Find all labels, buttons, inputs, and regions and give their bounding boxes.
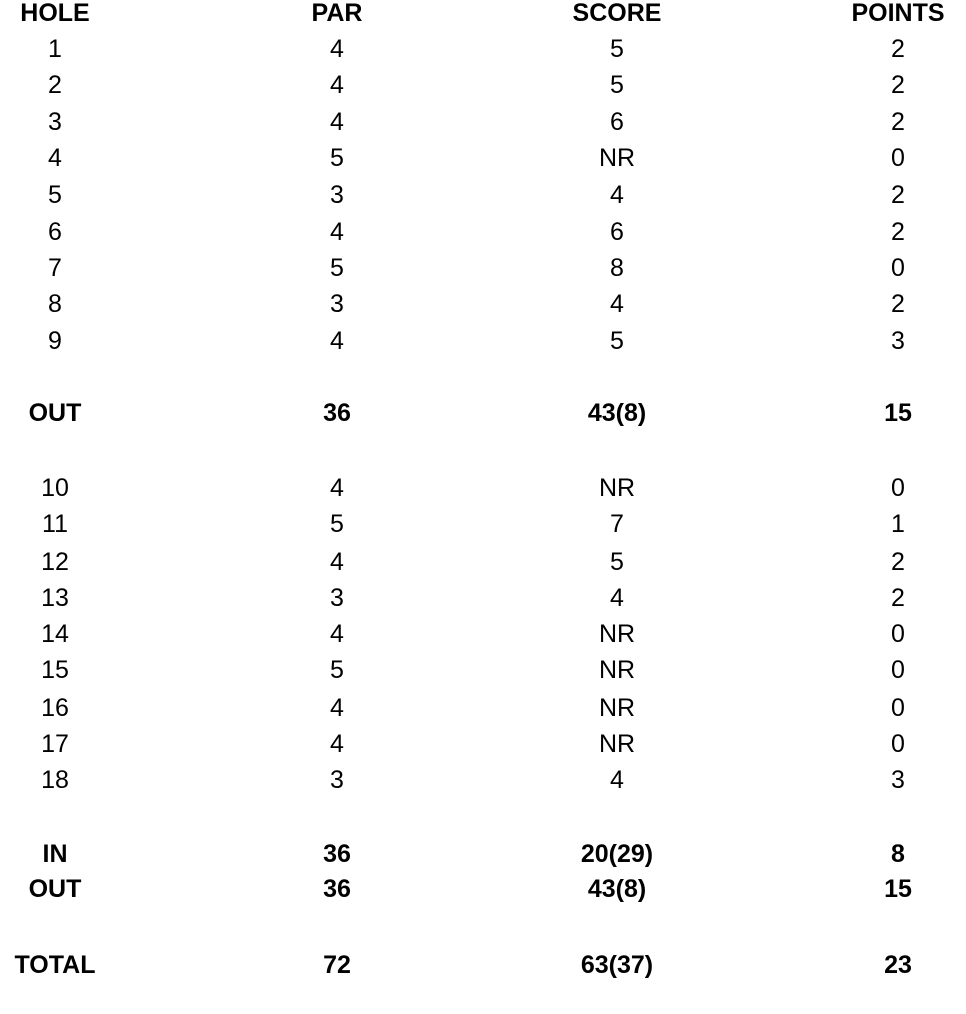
points-value: 0 bbox=[891, 730, 905, 758]
par-value: 5 bbox=[330, 510, 344, 538]
score-value: 5 bbox=[610, 548, 624, 576]
hole-number: 16 bbox=[41, 694, 69, 722]
summary-score: 43(8) bbox=[587, 875, 647, 903]
hole-number: 4 bbox=[48, 144, 62, 172]
hole-row bbox=[0, 70, 966, 100]
hole-row bbox=[0, 143, 966, 173]
score-value: NR bbox=[598, 620, 636, 648]
points-value: 0 bbox=[891, 694, 905, 722]
hole-number: 6 bbox=[48, 218, 62, 246]
summary-label: OUT bbox=[28, 875, 82, 903]
hole-row bbox=[0, 326, 966, 356]
hole-number: 10 bbox=[41, 474, 69, 502]
points-value: 2 bbox=[891, 181, 905, 209]
hole-number: 2 bbox=[48, 71, 62, 99]
points-value: 0 bbox=[891, 144, 905, 172]
hole-number: 9 bbox=[48, 327, 62, 355]
summary-score: 43(8) bbox=[587, 399, 647, 427]
par-value: 4 bbox=[330, 327, 344, 355]
summary-par: 36 bbox=[323, 399, 351, 427]
hole-number: 12 bbox=[41, 548, 69, 576]
hole-number: 8 bbox=[48, 290, 62, 318]
par-value: 4 bbox=[330, 474, 344, 502]
par-value: 5 bbox=[330, 144, 344, 172]
total-score: 63(37) bbox=[580, 951, 654, 979]
hole-row bbox=[0, 180, 966, 210]
points-value: 3 bbox=[891, 327, 905, 355]
summary-label: IN bbox=[42, 840, 68, 868]
score-value: 5 bbox=[610, 35, 624, 63]
out-summary-row-repeat bbox=[0, 874, 966, 904]
summary-label: OUT bbox=[28, 399, 82, 427]
hole-number: 14 bbox=[41, 620, 69, 648]
hole-row bbox=[0, 107, 966, 137]
total-points: 23 bbox=[884, 951, 912, 979]
points-value: 0 bbox=[891, 254, 905, 282]
hole-number: 17 bbox=[41, 730, 69, 758]
hole-row bbox=[0, 253, 966, 283]
summary-points: 8 bbox=[891, 840, 905, 868]
score-value: 6 bbox=[610, 108, 624, 136]
total-label: TOTAL bbox=[14, 951, 96, 979]
score-value: 6 bbox=[610, 218, 624, 246]
hole-row bbox=[0, 693, 966, 723]
hole-row bbox=[0, 619, 966, 649]
hole-number: 13 bbox=[41, 584, 69, 612]
header-row bbox=[0, 0, 966, 28]
hole-row bbox=[0, 729, 966, 759]
hole-number: 5 bbox=[48, 181, 62, 209]
points-value: 1 bbox=[891, 510, 905, 538]
hole-number: 3 bbox=[48, 108, 62, 136]
score-value: NR bbox=[598, 656, 636, 684]
points-value: 2 bbox=[891, 584, 905, 612]
hole-row bbox=[0, 655, 966, 685]
summary-par: 36 bbox=[323, 840, 351, 868]
column-header-points: POINTS bbox=[851, 0, 945, 27]
column-header-hole: HOLE bbox=[20, 0, 90, 27]
hole-row bbox=[0, 765, 966, 795]
par-value: 3 bbox=[330, 181, 344, 209]
hole-row bbox=[0, 509, 966, 539]
points-value: 2 bbox=[891, 290, 905, 318]
hole-row bbox=[0, 217, 966, 247]
total-par: 72 bbox=[323, 951, 351, 979]
hole-number: 1 bbox=[48, 35, 62, 63]
points-value: 2 bbox=[891, 71, 905, 99]
hole-row bbox=[0, 473, 966, 503]
score-value: 4 bbox=[610, 766, 624, 794]
points-value: 2 bbox=[891, 108, 905, 136]
par-value: 4 bbox=[330, 620, 344, 648]
score-value: 7 bbox=[610, 510, 624, 538]
par-value: 4 bbox=[330, 548, 344, 576]
par-value: 3 bbox=[330, 584, 344, 612]
points-value: 2 bbox=[891, 35, 905, 63]
score-value: 5 bbox=[610, 327, 624, 355]
column-header-score: SCORE bbox=[572, 0, 662, 27]
points-value: 0 bbox=[891, 620, 905, 648]
hole-row bbox=[0, 289, 966, 319]
par-value: 4 bbox=[330, 694, 344, 722]
summary-par: 36 bbox=[323, 875, 351, 903]
score-value: 8 bbox=[610, 254, 624, 282]
par-value: 4 bbox=[330, 71, 344, 99]
hole-number: 11 bbox=[42, 510, 68, 538]
hole-row bbox=[0, 34, 966, 64]
score-value: NR bbox=[598, 474, 636, 502]
hole-row bbox=[0, 583, 966, 613]
column-header-par: PAR bbox=[311, 0, 363, 27]
par-value: 5 bbox=[330, 254, 344, 282]
par-value: 5 bbox=[330, 656, 344, 684]
hole-number: 15 bbox=[41, 656, 69, 684]
hole-number: 18 bbox=[41, 766, 69, 794]
total-row bbox=[0, 950, 966, 980]
in-summary-row bbox=[0, 839, 966, 869]
points-value: 0 bbox=[891, 656, 905, 684]
score-value: NR bbox=[598, 730, 636, 758]
points-value: 2 bbox=[891, 548, 905, 576]
summary-points: 15 bbox=[884, 399, 912, 427]
par-value: 3 bbox=[330, 290, 344, 318]
summary-points: 15 bbox=[884, 875, 912, 903]
points-value: 2 bbox=[891, 218, 905, 246]
hole-row bbox=[0, 547, 966, 577]
summary-score: 20(29) bbox=[580, 840, 654, 868]
par-value: 4 bbox=[330, 730, 344, 758]
score-value: 5 bbox=[610, 71, 624, 99]
par-value: 3 bbox=[330, 766, 344, 794]
points-value: 0 bbox=[891, 474, 905, 502]
par-value: 4 bbox=[330, 108, 344, 136]
score-value: NR bbox=[598, 144, 636, 172]
hole-number: 7 bbox=[48, 254, 62, 282]
score-value: 4 bbox=[610, 584, 624, 612]
score-value: 4 bbox=[610, 290, 624, 318]
score-value: NR bbox=[598, 694, 636, 722]
points-value: 3 bbox=[891, 766, 905, 794]
score-value: 4 bbox=[610, 181, 624, 209]
par-value: 4 bbox=[330, 218, 344, 246]
par-value: 4 bbox=[330, 35, 344, 63]
out-summary-row bbox=[0, 398, 966, 428]
